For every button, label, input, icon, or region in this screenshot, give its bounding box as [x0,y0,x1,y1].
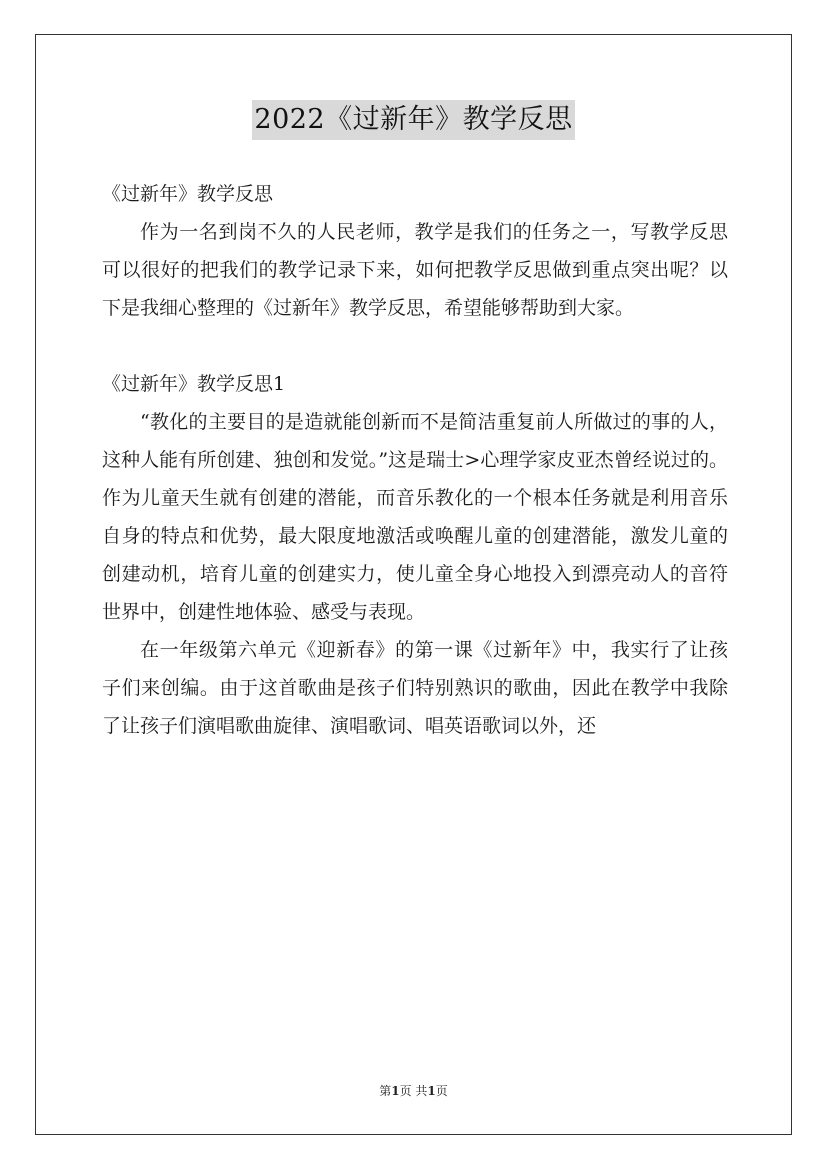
footer-page-total: 1 [427,1084,436,1098]
document-title: 2022《过新年》教学反思 [252,100,574,140]
footer-suffix: 页 [435,1084,448,1098]
title-container [0,100,827,140]
page-footer [0,1082,827,1099]
body-paragraph-1: “教化的主要目的是造就能创新而不是简洁重复前人所做过的事的人，这种人能有所创建、独创和发觉。”这是瑞士>心理学家皮亚杰曾经说过的。作为儿童天生就有创建的潜能，而音乐教化的一个根本任务就是利用音乐自身的特点和优势，最大限度地激活或唤醒儿童的创建潜能，激发儿童的创建动机，培育儿童的创建实力，使儿童全身心地投入到漂亮动人的音符世界中，创建性地体验、感受与表现。 [102,411,728,623]
section-heading: 《过新年》教学反思1 [102,373,286,395]
blank-line [102,327,728,365]
document-body [102,175,728,745]
intro-paragraph: 作为一名到岗不久的人民老师，教学是我们的任务之一，写教学反思可以很好的把我们的教学记录下来，如何把教学反思做到重点突出呢？以下是我细心整理的《过新年》教学反思，希望能够帮助到大家。 [102,221,728,319]
body-paragraph-2: 在一年级第六单元《迎新春》的第一课《过新年》中，我实行了让孩子们来创编。由于这首歌曲是孩子们特别熟识的歌曲，因此在教学中我除了让孩子们演唱歌曲旋律、演唱歌词、唱英语歌词以外，还 [102,639,728,737]
footer-prefix: 第 [379,1084,392,1098]
document-subtitle: 《过新年》教学反思 [102,183,274,205]
footer-page-number: 1 [391,1084,400,1098]
footer-mid: 页 共 [399,1084,428,1098]
